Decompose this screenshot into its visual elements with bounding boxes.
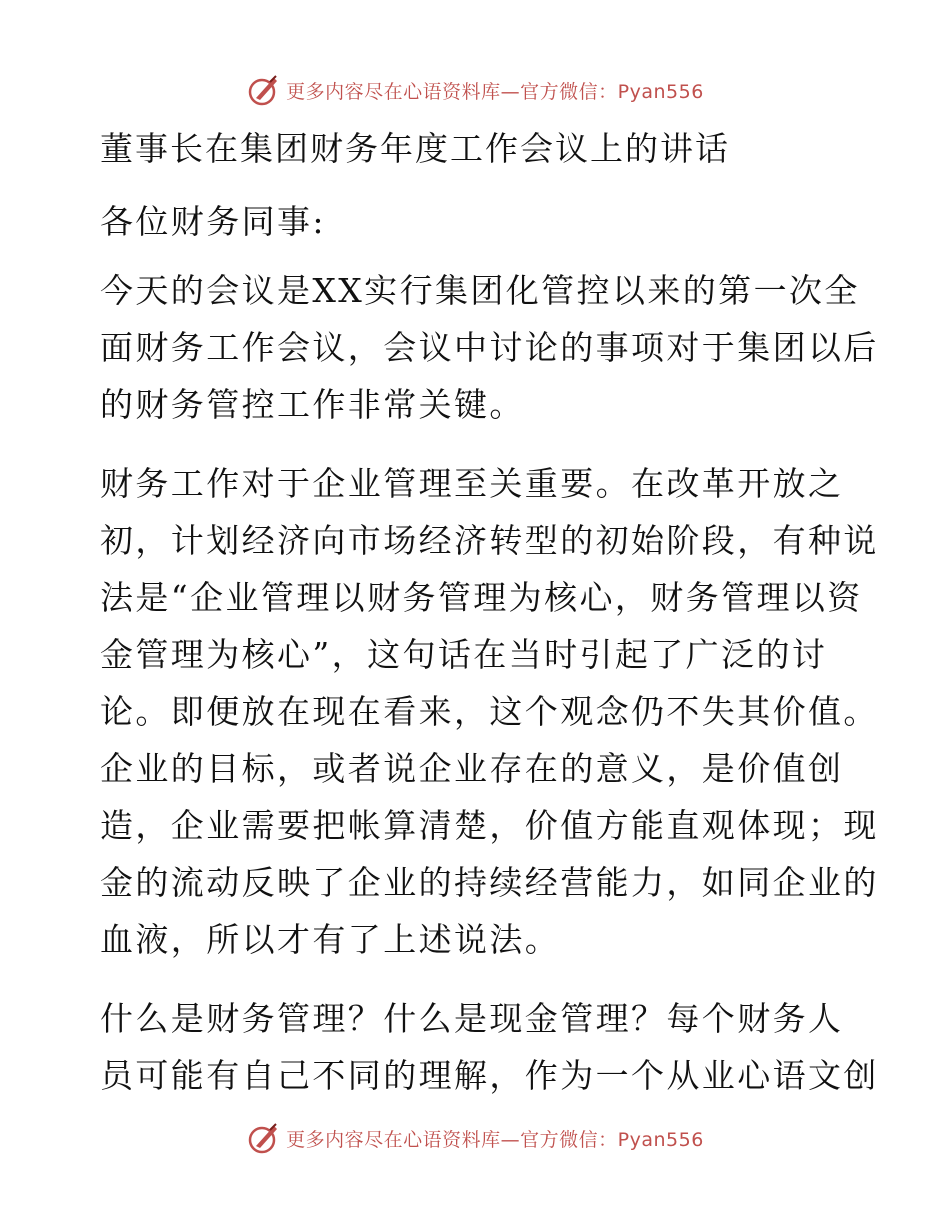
paragraph-line: 什么是财务管理？什么是现金管理？每个财务人 bbox=[100, 999, 844, 1038]
paragraph-line: 金的流动反映了企业的持续经营能力，如同企业的 bbox=[100, 863, 879, 902]
paragraph-line: 法是“企业管理以财务管理为核心，财务管理以资 bbox=[100, 578, 863, 617]
document-title: 董事长在集团财务年度工作会议上的讲话 bbox=[100, 129, 730, 168]
paragraph-2 bbox=[100, 455, 879, 968]
paragraph-line: 的财务管控工作非常关键。 bbox=[100, 385, 525, 424]
paragraph-line: 财务工作对于企业管理至关重要。在改革开放之 bbox=[100, 464, 844, 503]
greeting: 各位财务同事: bbox=[100, 202, 326, 241]
paragraph-line: 企业的目标，或者说企业存在的意义，是价值创 bbox=[100, 749, 844, 788]
paragraph-line: 血液，所以才有了上述说法。 bbox=[100, 920, 561, 959]
paragraph-line: 金管理为核心”，这句话在当时引起了广泛的讨 bbox=[100, 635, 828, 674]
header-watermark-banner bbox=[0, 70, 950, 110]
feather-pen-logo-icon bbox=[246, 1120, 282, 1156]
paragraph-line: 员可能有自己不同的理解，作为一个从业心语文创 bbox=[100, 1056, 879, 1095]
paragraph-line: 面财务工作会议，会议中讨论的事项对于集团以后 bbox=[100, 328, 879, 367]
document-body bbox=[100, 125, 879, 1104]
paragraph-line: 初，计划经济向市场经济转型的初始阶段，有种说 bbox=[100, 521, 879, 560]
footer-watermark-banner bbox=[0, 1118, 950, 1158]
footer-watermark-text: 更多内容尽在心语资料库—官方微信：Pyan556 bbox=[286, 1128, 704, 1151]
paragraph-line: 论。即便放在现在看来，这个观念仍不失其价值。 bbox=[100, 692, 879, 731]
paragraph-3 bbox=[100, 990, 879, 1104]
paragraph-line: 造，企业需要把帐算清楚，价值方能直观体现；现 bbox=[100, 806, 879, 845]
paragraph-1 bbox=[100, 262, 879, 433]
feather-pen-logo-icon bbox=[246, 72, 282, 108]
paragraph-line: 今天的会议是XX实行集团化管控以来的第一次全 bbox=[100, 271, 860, 310]
header-watermark-text: 更多内容尽在心语资料库—官方微信：Pyan556 bbox=[286, 80, 704, 103]
